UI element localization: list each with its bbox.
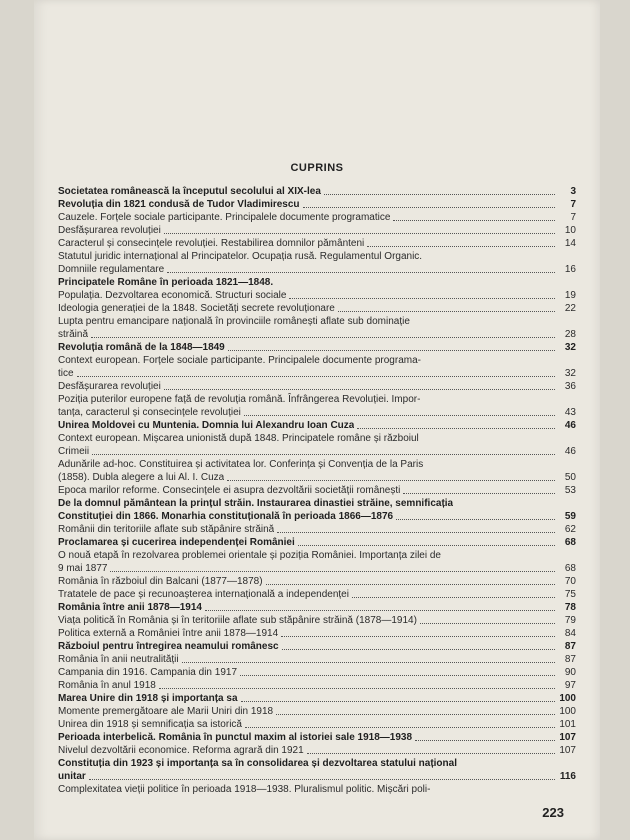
toc-entry-text: Domniile regulamentare (58, 264, 165, 275)
toc-entry-text: Statutul juridic internațional al Principatelor. Ocupația rusă. Regulamentul Organic. (58, 251, 423, 262)
toc-entry-page: 90 (564, 667, 576, 678)
toc-entry-page: 10 (564, 225, 576, 236)
dot-leader (277, 532, 555, 533)
toc-entry-text: 9 mai 1877 (58, 563, 108, 574)
toc-entry-text: Constituția din 1923 și importanța sa în consolidarea și dezvoltarea statului național (58, 758, 457, 769)
dot-leader (167, 272, 555, 273)
dot-leader (303, 207, 555, 208)
toc-entry (58, 601, 576, 614)
dot-leader (228, 350, 555, 351)
toc-entry-page: 46 (564, 446, 576, 457)
toc-entry-page: 3 (570, 186, 576, 197)
toc-entry-page: 16 (564, 264, 576, 275)
dot-leader (110, 571, 555, 572)
toc-entry-text: Politica externă a României între anii 1878—1914 (58, 628, 279, 639)
toc-entry (58, 718, 576, 731)
toc-entry-text: Viața politică în România și în teritoriile aflate sub stăpânire străină (1878—1914) (58, 615, 417, 626)
toc-entry (58, 419, 576, 432)
toc-entry-text: Perioada interbelică. România în punctul maxim al istoriei sale 1918—1938 (58, 732, 413, 743)
dot-leader (244, 415, 555, 416)
toc-entry-page: 87 (564, 641, 576, 652)
toc-entry (58, 705, 576, 718)
toc-entry-text: Crimeii (58, 446, 90, 457)
toc-entry-page: 14 (564, 238, 576, 249)
dot-leader (240, 675, 555, 676)
toc-entry (58, 744, 576, 757)
dot-leader (245, 727, 555, 728)
toc-entry (58, 458, 576, 471)
toc-entry-page: 100 (559, 706, 576, 717)
toc-entry (58, 198, 576, 211)
toc-entry-text: Nivelul dezvoltării economice. Reforma agrară din 1921 (58, 745, 304, 756)
toc-entry (58, 224, 576, 237)
dot-leader (164, 233, 555, 234)
toc-entry (58, 731, 576, 744)
toc-entry-page: 43 (564, 407, 576, 418)
toc-entry-text: Tratatele de pace și recunoașterea internațională a independenței (58, 589, 349, 600)
dot-leader (77, 376, 555, 377)
toc-entry-page: 116 (559, 771, 576, 782)
toc-entry-page: 78 (564, 602, 576, 613)
toc-entry (58, 666, 576, 679)
toc-entry-page: 7 (570, 212, 576, 223)
toc-entry-text: România în anii neutralității (58, 654, 179, 665)
toc-entry-text: Context european. Mișcarea unionistă după 1848. Principatele române și războiul (58, 433, 419, 444)
toc-entry (58, 692, 576, 705)
toc-entry (58, 380, 576, 393)
toc-entry (58, 614, 576, 627)
toc-entry-text: România în războiul din Balcani (1877—1878) (58, 576, 263, 587)
toc-entry-text: străină (58, 329, 89, 340)
dot-leader (396, 519, 555, 520)
toc-entry-text: O nouă etapă în rezolvarea problemei orientale și poziția României. Importanța zilei de (58, 550, 441, 561)
toc-entry (58, 497, 576, 510)
toc-entry (58, 315, 576, 328)
toc-title: CUPRINS (290, 162, 344, 174)
toc-entry-page: 22 (564, 303, 576, 314)
toc-entry-text: Ideologia generației de la 1848. Societăți secrete revoluționare (58, 303, 335, 314)
toc-entry-text: Momente premergătoare ale Marii Uniri din 1918 (58, 706, 274, 717)
toc-entry-page: 19 (564, 290, 576, 301)
toc-entry-text: tice (58, 368, 74, 379)
toc-entry (58, 185, 576, 198)
toc-entry-text: Campania din 1916. Campania din 1917 (58, 667, 238, 678)
dot-leader (338, 311, 555, 312)
toc-entry (58, 679, 576, 692)
toc-entry-text: Societatea românească la începutul secolului al XIX-lea (58, 186, 321, 197)
toc-entry (58, 575, 576, 588)
dot-leader (164, 389, 555, 390)
toc-entry-page: 79 (564, 615, 576, 626)
toc-entry-page: 107 (559, 732, 576, 743)
dot-leader (182, 662, 555, 663)
toc-entry (58, 367, 576, 380)
toc-entry (58, 588, 576, 601)
toc-entry-page: 68 (564, 563, 576, 574)
dot-leader (403, 493, 555, 494)
toc-entry-page: 53 (564, 485, 576, 496)
toc-entry (58, 237, 576, 250)
toc-entry (58, 354, 576, 367)
dot-leader (393, 220, 555, 221)
toc-entry (58, 328, 576, 341)
dot-leader (276, 714, 555, 715)
dot-leader (307, 753, 555, 754)
table-of-contents (58, 185, 576, 796)
toc-entry-text: Lupta pentru emancipare națională în provinciile românești aflate sub dominație (58, 316, 410, 327)
toc-entry-text: Unirea din 1918 și semnificația sa istorică (58, 719, 242, 730)
toc-entry-page: 84 (564, 628, 576, 639)
toc-entry-page: 97 (564, 680, 576, 691)
dot-leader (324, 194, 555, 195)
dot-leader (205, 610, 555, 611)
toc-entry (58, 289, 576, 302)
toc-entry-text: Războiul pentru întregirea neamului românesc (58, 641, 279, 652)
toc-entry (58, 263, 576, 276)
toc-entry (58, 653, 576, 666)
dot-leader (298, 545, 555, 546)
toc-entry (58, 406, 576, 419)
toc-entry (58, 471, 576, 484)
toc-entry-page: 75 (564, 589, 576, 600)
toc-entry-page: 46 (564, 420, 576, 431)
toc-entry-text: Context european. Forțele sociale participante. Principalele documente programa- (58, 355, 421, 366)
dot-leader (282, 649, 555, 650)
toc-entry-text: Poziția puterilor europene față de revoluția română. Înfrângerea Revoluției. Impor- (58, 394, 421, 405)
toc-entry-text: Constituției din 1866. Monarhia constituțională în perioada 1866—1876 (58, 511, 394, 522)
toc-entry-text: De la domnul pământean la prințul străin. Instaurarea dinastiei străine, semnificația (58, 498, 454, 509)
toc-entry (58, 250, 576, 263)
dot-leader (266, 584, 555, 585)
toc-entry (58, 770, 576, 783)
toc-entry-text: Complexitatea vieții politice în perioada 1918—1938. Pluralismul politic. Mișcări poli- (58, 784, 431, 795)
toc-entry (58, 445, 576, 458)
toc-entry (58, 432, 576, 445)
toc-entry (58, 211, 576, 224)
toc-entry (58, 783, 576, 796)
dot-leader (92, 454, 555, 455)
toc-entry-page: 36 (564, 381, 576, 392)
toc-entry-page: 101 (559, 719, 576, 730)
toc-entry-text: unitar (58, 771, 86, 782)
toc-entry-text: Adunările ad-hoc. Constituirea și activitatea lor. Conferința și Convenția de la Paris (58, 459, 424, 470)
toc-entry (58, 302, 576, 315)
toc-entry (58, 627, 576, 640)
dot-leader (91, 337, 555, 338)
toc-entry-text: Desfășurarea revoluției (58, 225, 161, 236)
toc-entry (58, 341, 576, 354)
toc-entry (58, 510, 576, 523)
dot-leader (89, 779, 555, 780)
toc-entry-page: 70 (564, 576, 576, 587)
toc-entry (58, 640, 576, 653)
dot-leader (241, 701, 555, 702)
toc-entry-page: 32 (564, 342, 576, 353)
toc-entry-page: 50 (564, 472, 576, 483)
toc-entry-text: Revoluția din 1821 condusă de Tudor Vladimirescu (58, 199, 300, 210)
toc-entry-text: Revoluția română de la 1848—1849 (58, 342, 225, 353)
toc-entry-text: Marea Unire din 1918 și importanța sa (58, 693, 238, 704)
toc-entry-page: 100 (559, 693, 576, 704)
book-page (34, 0, 600, 840)
dot-leader (415, 740, 555, 741)
toc-entry-text: România între anii 1878—1914 (58, 602, 202, 613)
toc-entry-text: România în anul 1918 (58, 680, 156, 691)
toc-entry (58, 549, 576, 562)
page-number: 223 (542, 805, 564, 820)
toc-entry-page: 107 (559, 745, 576, 756)
toc-entry-text: Unirea Moldovei cu Muntenia. Domnia lui Alexandru Ioan Cuza (58, 420, 355, 431)
toc-entry-page: 87 (564, 654, 576, 665)
toc-entry (58, 757, 576, 770)
toc-entry-page: 28 (564, 329, 576, 340)
dot-leader (227, 480, 555, 481)
dot-leader (352, 597, 555, 598)
toc-entry-page: 32 (564, 368, 576, 379)
toc-entry-page: 59 (564, 511, 576, 522)
toc-entry-text: tanța, caracterul și consecințele revoluției (58, 407, 241, 418)
toc-entry (58, 393, 576, 406)
toc-entry-text: Cauzele. Forțele sociale participante. Principalele documente programatice (58, 212, 391, 223)
toc-entry-text: Desfășurarea revoluției (58, 381, 161, 392)
toc-entry (58, 523, 576, 536)
toc-entry-page: 7 (570, 199, 576, 210)
toc-entry-text: Epoca marilor reforme. Consecințele ei asupra dezvoltării societății românești (58, 485, 401, 496)
toc-entry-text: (1858). Dubla alegere a lui Al. I. Cuza (58, 472, 225, 483)
toc-entry (58, 484, 576, 497)
toc-entry-page: 68 (564, 537, 576, 548)
toc-entry-text: Principatele Române în perioada 1821—1848. (58, 277, 274, 288)
dot-leader (367, 246, 555, 247)
toc-entry-text: Românii din teritoriile aflate sub stăpânire străină (58, 524, 275, 535)
toc-entry (58, 562, 576, 575)
toc-entry-text: Proclamarea și cucerirea independenței României (58, 537, 295, 548)
toc-entry (58, 276, 576, 289)
dot-leader (420, 623, 555, 624)
dot-leader (281, 636, 555, 637)
dot-leader (159, 688, 555, 689)
toc-entry-text: Caracterul și consecințele revoluției. Restabilirea domnilor pământeni (58, 238, 365, 249)
toc-entry-text: Populația. Dezvoltarea economică. Structuri sociale (58, 290, 287, 301)
dot-leader (357, 428, 555, 429)
toc-entry (58, 536, 576, 549)
toc-entry-page: 62 (564, 524, 576, 535)
dot-leader (289, 298, 555, 299)
